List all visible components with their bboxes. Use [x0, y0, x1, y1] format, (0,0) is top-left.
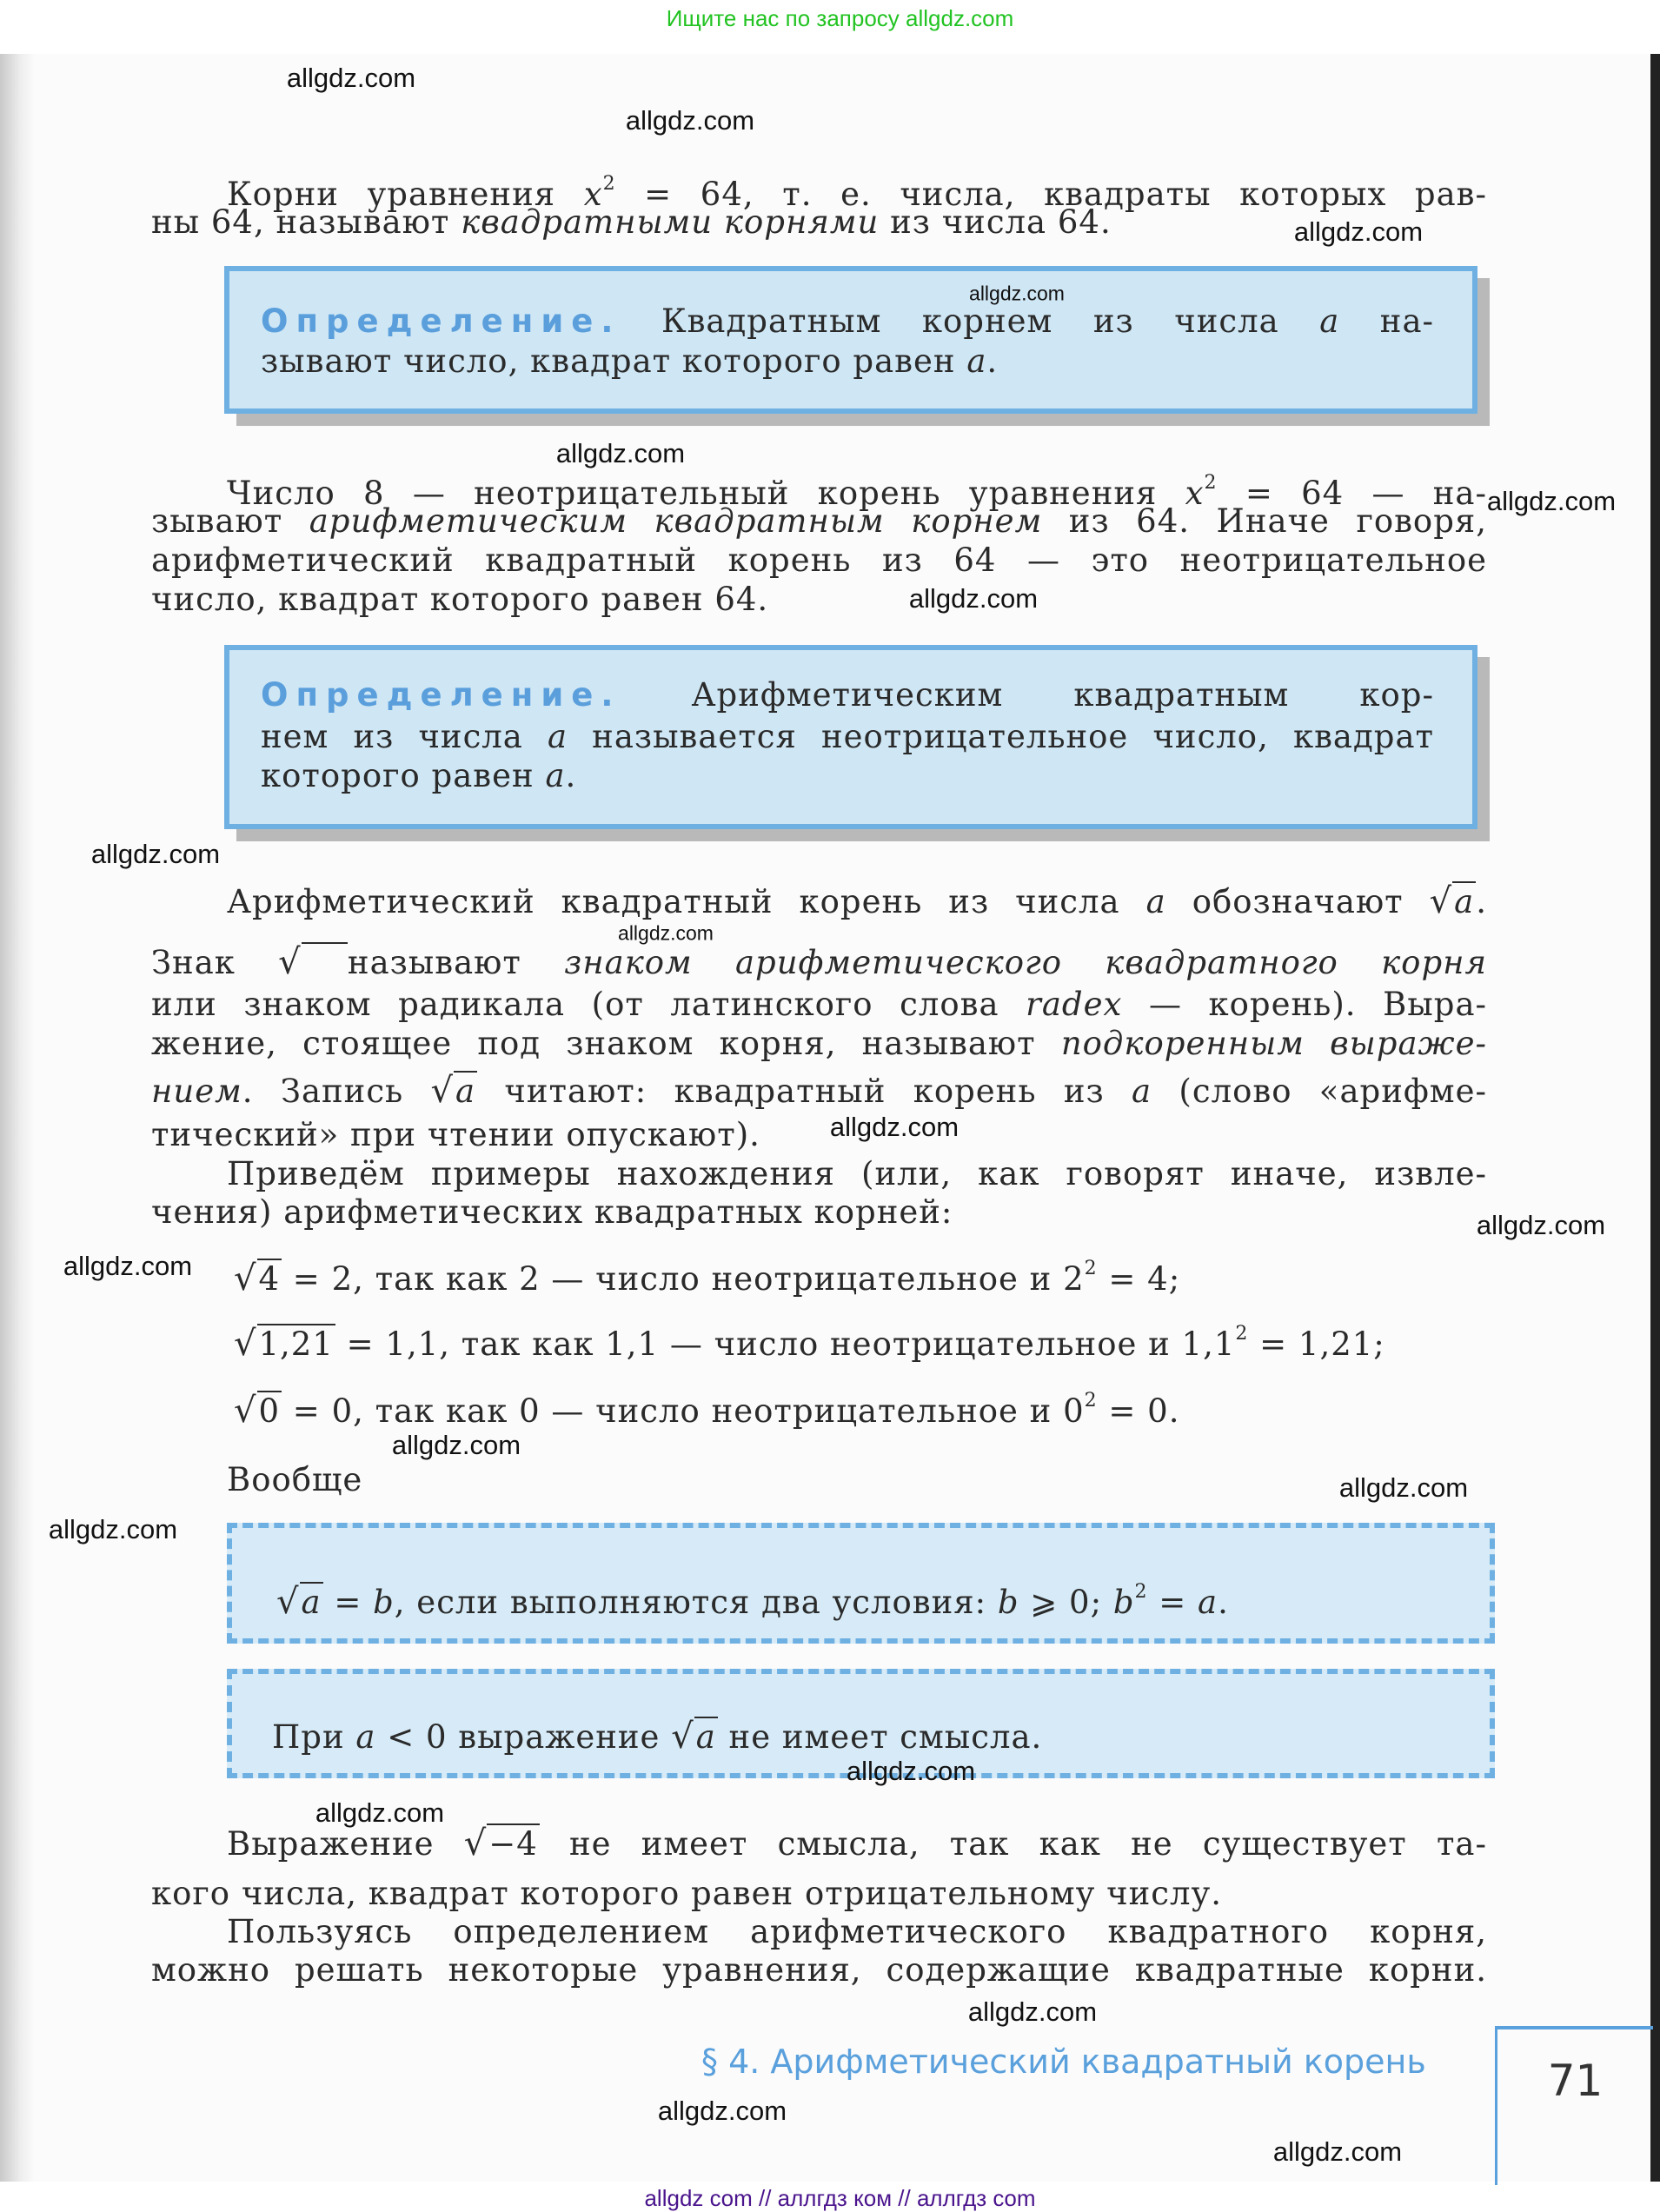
- definition-text: [661, 302, 1434, 340]
- radical-sign-icon: √: [463, 1823, 488, 1863]
- radicand: 1,21: [258, 1325, 334, 1363]
- watermark: allgdz.com: [48, 1514, 178, 1544]
- text-segment: Число 8 — неотрицательный корень уравнения: [227, 475, 1185, 512]
- radicand: −4: [488, 1825, 538, 1863]
- text-segment: из 64. Иначе говоря,: [1042, 502, 1487, 540]
- square-root-expression: [431, 1073, 478, 1110]
- superscript: 2: [602, 173, 616, 195]
- text-line: [227, 1460, 362, 1500]
- text-line: [227, 1823, 1487, 1863]
- definition-text: [692, 676, 1434, 714]
- text-line: [151, 1950, 1487, 1990]
- text-segment: нем из числа: [261, 718, 548, 755]
- text-segment: .: [1218, 1584, 1229, 1621]
- text-segment: или знаком радикала (от латинского слова: [151, 986, 1026, 1023]
- text-segment: Пользуясь определением арифметического квадратного корня,: [227, 1913, 1487, 1950]
- text-line: [227, 463, 1487, 512]
- radicand: a: [301, 1584, 322, 1621]
- square-root-expression: [234, 1392, 282, 1430]
- text-segment: .: [565, 757, 577, 794]
- square-root-expression: [464, 1825, 540, 1863]
- italic-text: x: [583, 176, 603, 213]
- watermark: allgdz.com: [315, 1797, 445, 1828]
- text-line: [151, 1024, 1487, 1064]
- italic-text: подкоренным выраже-: [1060, 1025, 1487, 1062]
- italic-text: нием: [151, 1073, 242, 1110]
- text-line: [227, 881, 1487, 921]
- radicand: a: [455, 1073, 476, 1110]
- example-line: [234, 1314, 1385, 1364]
- superscript: 2: [1204, 472, 1218, 494]
- italic-text: radex: [1026, 986, 1123, 1023]
- text-segment: — корень). Выра-: [1122, 986, 1488, 1023]
- text-line: [151, 203, 1487, 242]
- superscript: 2: [1134, 1581, 1148, 1603]
- text-segment: = 64 — на-: [1217, 475, 1487, 512]
- text-segment: жение, стоящее под знаком корня, называют: [151, 1025, 1061, 1062]
- text-segment: Выражение: [227, 1825, 464, 1863]
- square-root-expression: [671, 1718, 718, 1756]
- text-segment: , если выполняются два условия:: [394, 1584, 998, 1621]
- text-segment: на-: [1339, 302, 1435, 340]
- text-segment: не имеет смысла, так как не существует та-: [539, 1825, 1487, 1863]
- square-root-expression: [234, 1260, 282, 1298]
- text-line: [227, 164, 1487, 213]
- watermark: allgdz.com: [657, 2096, 787, 2126]
- watermark: allgdz.com: [1272, 2136, 1403, 2167]
- text-segment: кого числа, квадрат которого равен отрицательному числу.: [151, 1875, 1223, 1912]
- text-segment: При: [272, 1718, 356, 1756]
- radical-sign-icon: √: [234, 1391, 257, 1431]
- radical-sign-icon: √: [1429, 881, 1453, 921]
- text-segment: Корни уравнения: [227, 176, 584, 213]
- page-edge: [1650, 54, 1660, 2182]
- text-segment: .: [986, 342, 999, 380]
- text-line: [151, 580, 1487, 620]
- text-segment: Вообще: [227, 1461, 363, 1498]
- watermark: allgdz.com: [63, 1251, 193, 1281]
- text-line: [151, 1071, 1487, 1111]
- italic-text: a: [1198, 1584, 1218, 1621]
- text-segment: =: [322, 1584, 374, 1621]
- text-segment: называется неотрицательное число, квадрат: [568, 718, 1434, 755]
- watermark: allgdz.com: [90, 839, 221, 869]
- rule-line: [272, 1717, 1042, 1757]
- page-gutter-shadow: [0, 54, 35, 2182]
- watermark: allgdz.com: [846, 1756, 976, 1786]
- definition-line: [261, 756, 576, 796]
- text-line: [227, 1154, 1487, 1194]
- text-line: [151, 541, 1487, 581]
- text-line: [151, 1115, 1487, 1155]
- radical-sign-icon: √: [234, 1324, 257, 1364]
- watermark: allgdz.com: [286, 63, 416, 93]
- text-segment: ны 64, называют: [151, 203, 462, 241]
- italic-text: a: [1319, 302, 1340, 340]
- text-segment: .: [1476, 883, 1487, 920]
- radical-sign-icon: √: [276, 1582, 300, 1622]
- rule-line: [276, 1572, 1229, 1622]
- text-segment: из числа 64.: [879, 203, 1112, 241]
- text-segment: зывают: [151, 502, 309, 540]
- text-line: [151, 942, 1487, 982]
- watermark: allgdz.com: [967, 1996, 1098, 2027]
- italic-text: a: [545, 757, 566, 794]
- text-segment: (слово «арифме-: [1152, 1073, 1487, 1110]
- watermark: allgdz.com: [1293, 216, 1424, 247]
- text-segment: называют: [347, 944, 565, 981]
- definition-line: [261, 717, 1434, 757]
- definition-label: Определение.: [261, 302, 621, 340]
- search-banner[interactable]: Ищите нас по запросу allgdz.com: [666, 5, 1014, 31]
- example-line: [234, 1381, 1180, 1431]
- watermark: allgdz.com: [1338, 1472, 1469, 1503]
- text-segment: читают: квадратный корень из: [477, 1073, 1132, 1110]
- page-number-box: [1495, 2026, 1653, 2185]
- text-segment: = 0, так как 0 — число неотрицательное и 0: [282, 1392, 1085, 1430]
- page-number: 71: [1547, 2056, 1604, 2106]
- radical-sign-icon: √: [671, 1717, 694, 1757]
- text-segment: зывают число, квадрат которого равен: [261, 342, 967, 380]
- text-segment: = 2, так как 2 — число неотрицательное и 2: [282, 1260, 1085, 1298]
- definition-line: [261, 675, 1434, 715]
- radical-sign-icon: √: [234, 1259, 257, 1299]
- text-segment: = 1,1, так как 1,1 — число неотрицательное и 1,1: [335, 1325, 1236, 1363]
- radicand: a: [695, 1718, 716, 1756]
- radical-sign-icon: √: [430, 1071, 455, 1111]
- watermark: allgdz.com: [625, 105, 755, 136]
- superscript: 2: [1235, 1323, 1249, 1345]
- watermark: allgdz.com: [1486, 486, 1617, 516]
- text-segment: не имеет смысла.: [717, 1718, 1043, 1756]
- italic-text: a: [355, 1718, 376, 1756]
- radicand: 0: [258, 1392, 281, 1430]
- italic-text: a: [547, 718, 568, 755]
- text-segment: которого равен: [261, 757, 546, 794]
- text-line: [151, 1874, 1487, 1914]
- superscript: 2: [1084, 1390, 1098, 1412]
- text-line: [227, 1912, 1487, 1952]
- italic-text: x: [1185, 475, 1205, 512]
- watermark: allgdz.com: [1476, 1210, 1606, 1240]
- text-segment: тический» при чтении опускают).: [151, 1116, 760, 1153]
- italic-text: a: [1145, 883, 1166, 920]
- italic-text: b: [1112, 1584, 1135, 1621]
- italic-text: a: [1132, 1073, 1152, 1110]
- square-root-expression: [234, 1325, 335, 1363]
- text-segment: можно решать некоторые уравнения, содержащие квадратные корни.: [151, 1951, 1487, 1989]
- watermark: allgdz.com: [555, 438, 686, 468]
- text-segment: Арифметическим квадратным кор-: [691, 676, 1434, 714]
- text-segment: Приведём примеры нахождения (или, как говорят иначе, извле-: [227, 1155, 1487, 1192]
- radical-sign-icon: √: [278, 942, 302, 982]
- text-segment: Арифметический квадратный корень из числа: [227, 883, 1146, 920]
- italic-text: b: [373, 1584, 395, 1621]
- text-segment: = 64, т. е. числа, квадраты которых рав-: [615, 176, 1487, 213]
- text-segment: =: [1147, 1584, 1199, 1621]
- text-segment: . Запись: [242, 1073, 431, 1110]
- text-segment: = 1,21;: [1248, 1325, 1385, 1363]
- italic-text: арифметическим квадратным корнем: [309, 502, 1043, 540]
- radicand: [302, 942, 348, 981]
- text-segment: Знак: [151, 944, 279, 981]
- watermark: allgdz.com: [618, 921, 714, 945]
- italic-text: b: [997, 1584, 1019, 1621]
- bottom-banner[interactable]: allgdz com // аллгдз ком // аллгдз com: [644, 2185, 1036, 2211]
- italic-text: квадратными корнями: [461, 203, 880, 241]
- radicand: 4: [258, 1260, 281, 1298]
- text-segment: Квадратным корнем из числа: [661, 302, 1320, 340]
- watermark: allgdz.com: [969, 282, 1065, 305]
- section-title: § 4. Арифметический квадратный корень: [701, 2043, 1426, 2081]
- square-root-expression: [1430, 883, 1477, 920]
- watermark: allgdz.com: [391, 1430, 521, 1460]
- text-segment: = 0.: [1097, 1392, 1180, 1430]
- text-segment: < 0 выражение: [375, 1718, 672, 1756]
- definition-line: [261, 302, 1434, 342]
- text-segment: обозначают: [1165, 883, 1430, 920]
- square-root-expression: [276, 1584, 323, 1621]
- italic-text: a: [966, 342, 987, 380]
- text-segment: ⩾ 0;: [1019, 1584, 1113, 1621]
- italic-text: знаком арифметического квадратного корня: [564, 944, 1487, 981]
- radicand: a: [1454, 883, 1475, 920]
- text-line: [151, 502, 1487, 541]
- watermark: allgdz.com: [908, 583, 1039, 614]
- text-segment: арифметический квадратный корень из 64 — это неотрицательное: [151, 541, 1487, 579]
- watermark: allgdz.com: [829, 1112, 960, 1142]
- text-line: [151, 985, 1487, 1025]
- definition-label: Определение.: [261, 676, 621, 714]
- example-line: [234, 1249, 1181, 1299]
- text-segment: = 4;: [1097, 1260, 1181, 1298]
- text-segment: чения) арифметических квадратных корней:: [151, 1193, 953, 1231]
- text-segment: число, квадрат которого равен 64.: [151, 581, 769, 618]
- superscript: 2: [1084, 1258, 1098, 1279]
- square-root-expression: [278, 944, 348, 981]
- definition-line: [261, 342, 998, 382]
- text-line: [151, 1192, 1487, 1232]
